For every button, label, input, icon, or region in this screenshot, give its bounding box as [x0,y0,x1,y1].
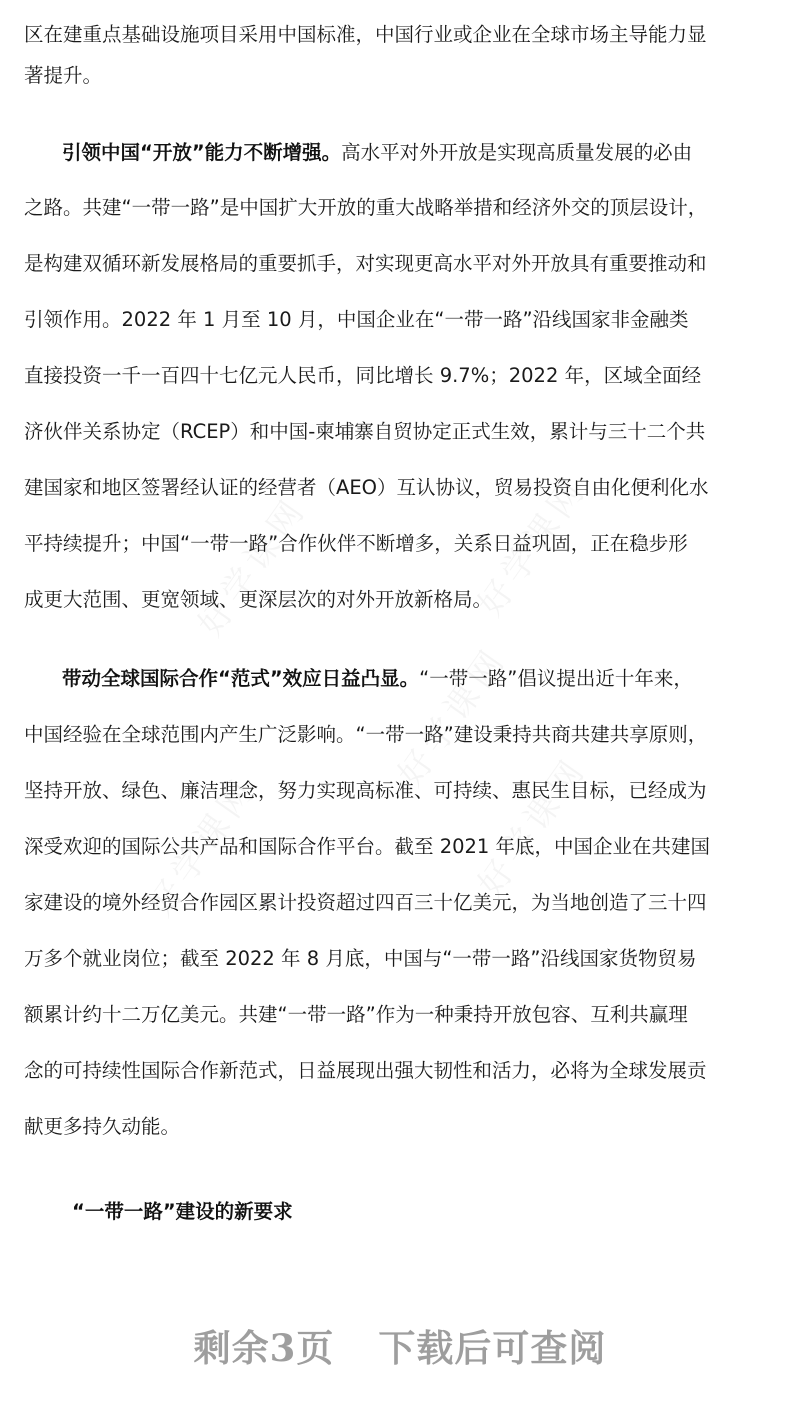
paragraph-line: 直接投资一千一百四十七亿元人民币，同比增长 9.7%；2022 年，区域全面经 [24,364,702,387]
paragraph-line: 万多个就业岗位；截至 2022 年 8 月底，中国与“一带一路”沿线国家货物贸易 [24,947,697,970]
paragraph-line: 额累计约十二万亿美元。共建“一带一路”作为一种秉持开放包容、互利共赢理 [24,1003,688,1026]
paragraph-line: 坚持开放、绿色、廉洁理念，努力实现高标准、可持续、惠民生目标，已经成为 [24,779,707,802]
download-to-read-more-banner[interactable] [0,1318,800,1372]
paragraph-line: 成更大范围、更宽领域、更深层次的对外开放新格局。 [24,588,493,611]
watermark [184,485,316,644]
watermark [464,745,596,904]
paragraph-text: 高水平对外开放是实现高质量发展的必由 [341,141,693,164]
paragraph-line: 家建设的境外经贸合作园区累计投资超过四百三十亿美元，为当地创造了三十四 [24,891,707,914]
paragraph-line: 念的可持续性国际合作新范式，日益展现出强大韧性和活力，必将为全球发展贡 [24,1059,707,1082]
paragraph-line: 引领作用。2022 年 1 月至 10 月，中国企业在“一带一路”沿线国家非金融类 [24,308,689,331]
paragraph-text: “一带一路”倡议提出近十年来， [419,667,693,690]
remaining-pages-label: 剩余3页 [193,1326,335,1370]
paragraph-line: 深受欢迎的国际公共产品和国际合作平台。截至 2021 年底，中国企业在共建国 [24,835,711,858]
paragraph-line: 是构建双循环新发展格局的重要抓手，对实现更高水平对外开放具有重要推动和 [24,252,707,275]
section-lead-opening: 引领中国“开放”能力不断增强。 [62,141,342,164]
paragraph-line: 献更多持久动能。 [24,1115,181,1138]
paragraph-line: 建国家和地区签署经认证的经营者（AEO）互认协议，贸易投资自由化便利化水 [24,476,709,499]
paragraph-line: 济伙伴关系协定（RCEP）和中国-柬埔寨自贸协定正式生效，累计与三十二个共 [24,420,706,443]
paragraph-first-line [62,139,800,167]
download-prompt-label: 下载后可查阅 [378,1326,607,1370]
section-heading: “一带一路”建设的新要求 [72,1200,293,1223]
paragraph-line: 著提升。 [24,64,103,87]
section-lead-paradigm: 带动全球国际合作“范式”效应日益凸显。 [62,667,420,690]
watermark [384,635,516,794]
paragraph-first-line [62,665,800,693]
paragraph-line: 之路。共建“一带一路”是中国扩大开放的重大战略举措和经济外交的顶层设计， [24,196,708,219]
paragraph-line: 中国经验在全球范围内产生广泛影响。“一带一路”建设秉持共商共建共享原则， [24,723,708,746]
paragraph-line: 平持续提升；中国“一带一路”合作伙伴不断增多，关系日益巩固，正在稳步形 [24,532,688,555]
paragraph-line: 区在建重点基础设施项目采用中国标准，中国行业或企业在全球市场主导能力显 [24,23,707,46]
